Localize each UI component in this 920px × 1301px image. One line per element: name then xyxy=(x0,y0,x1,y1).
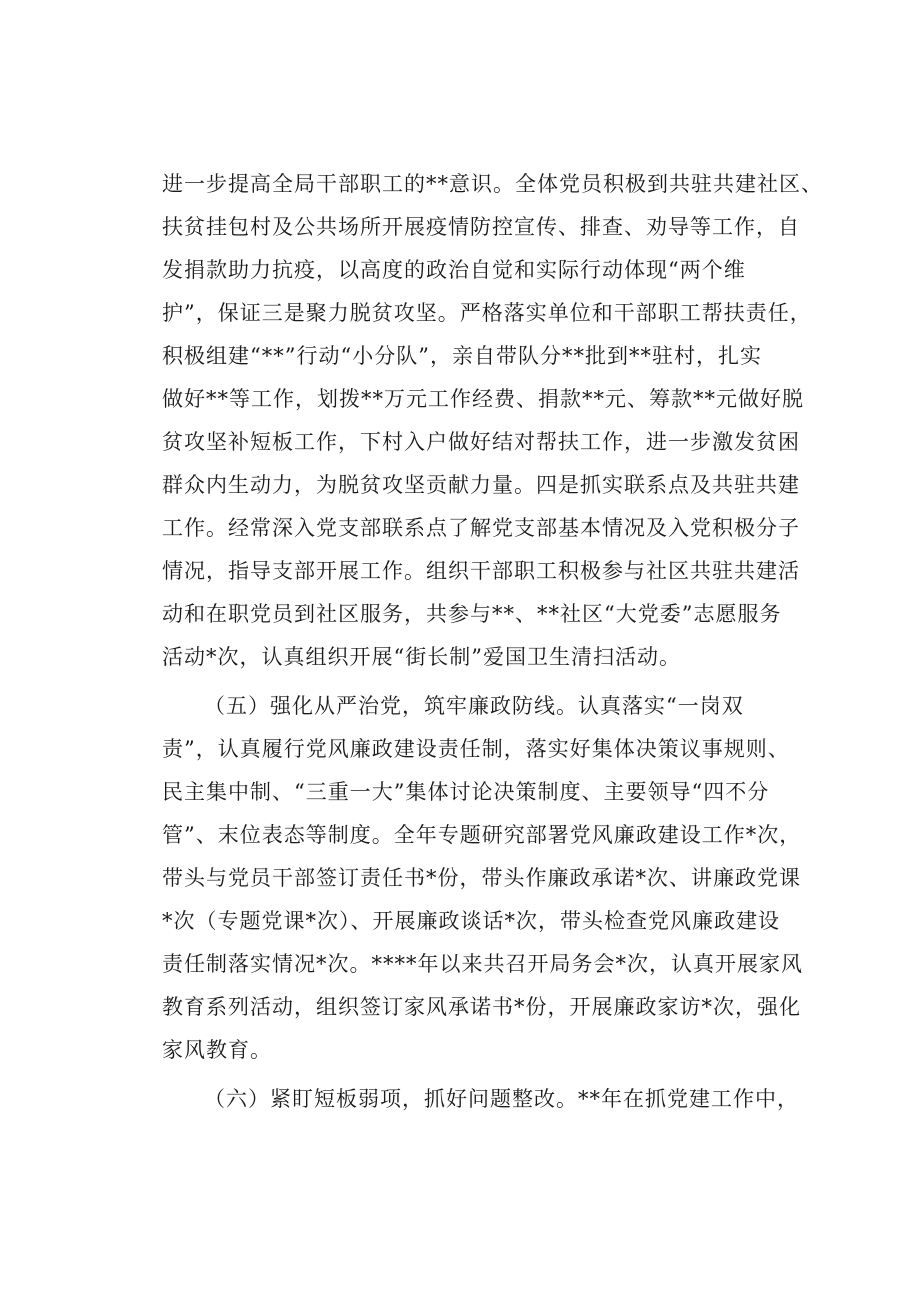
paragraph-line: 积极组建“**”行动“小分队”，亲自带队分**批到**驻村，扎实 xyxy=(162,344,762,368)
paragraph-line: 责任制落实情况*次。****年以来共召开局务会*次，认真开展家风 xyxy=(162,952,803,976)
paragraph-line: 发捐款助力抗疫，以高度的政治自觉和实际行动体现“两个维 xyxy=(162,258,746,282)
paragraph-line: 家风教育。 xyxy=(162,1038,272,1062)
paragraph-line: 动和在职党员到社区服务，共参与**、**社区“大党委”志愿服务 xyxy=(162,602,782,626)
paragraph-line: 护”，保证三是聚力脱贫攻坚。严格落实单位和干部职工帮扶责任， xyxy=(162,301,812,325)
paragraph-line: 活动*次，认真组织开展“街长制”爱国卫生清扫活动。 xyxy=(162,645,681,669)
section-heading-line: （五）强化从严治党，筑牢廉政防线。认真落实“一岗双 xyxy=(204,694,744,718)
paragraph-line: 工作。经常深入党支部联系点了解党支部基本情况及入党积极分子 xyxy=(162,516,800,540)
paragraph-line: 贫攻坚补短板工作，下村入户做好结对帮扶工作，进一步激发贫困 xyxy=(162,430,800,454)
paragraph-line: 扶贫挂包村及公共场所开展疫情防控宣传、排查、劝导等工作，自 xyxy=(162,215,800,239)
paragraph-line: 进一步提高全局干部职工的**意识。全体党员积极到共驻共建社区、 xyxy=(162,172,823,196)
paragraph-line: 教育系列活动，组织签订家风承诺书*份，开展廉政家访*次，强化 xyxy=(162,995,801,1019)
paragraph-line: 责”，认真履行党风廉政建设责任制，落实好集体决策议事规则、 xyxy=(162,737,790,761)
paragraph-line: 民主集中制、“三重一大”集体讨论决策制度、主要领导“四不分 xyxy=(162,780,770,804)
paragraph-line: 做好**等工作，划拨**万元工作经费、捐款**元、筹款**元做好脱 xyxy=(162,387,804,411)
paragraph-line: 管”、末位表态等制度。全年专题研究部署党风廉政建设工作*次， xyxy=(162,823,802,847)
paragraph-line: 带头与党员干部签订责任书*份，带头作廉政承诺*次、讲廉政党课 xyxy=(162,866,801,890)
paragraph-line: 情况，指导支部开展工作。组织干部职工积极参与社区共驻共建活 xyxy=(162,559,800,583)
paragraph-line: 群众内生动力，为脱贫攻坚贡献力量。四是抓实联系点及共驻共建 xyxy=(162,473,800,497)
section-heading-line: （六）紧盯短板弱项，抓好问题整改。**年在抓党建工作中， xyxy=(204,1087,799,1111)
paragraph-line: *次（专题党课*次）、开展廉政谈话*次，带头检查党风廉政建设 xyxy=(162,909,780,933)
